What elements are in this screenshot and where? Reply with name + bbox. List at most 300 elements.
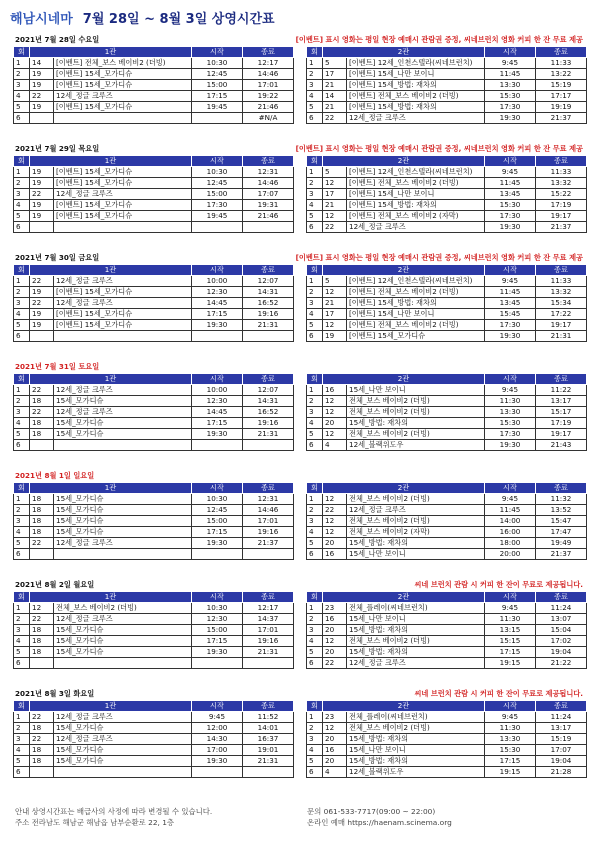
movie-code: 17 — [323, 69, 347, 80]
showing-no: 2 — [307, 505, 323, 516]
event-notice: [이벤트] 표시 영화는 평일 현장 예매시 관람권 증정, 씨네브런치 영화 커피 한 잔 무료 제공 — [295, 35, 583, 44]
start-time: 12:00 — [192, 723, 243, 734]
end-time: 21:46 — [243, 102, 294, 113]
movie-title: [이벤트] 15세_모가디슈 — [54, 309, 192, 320]
footer — [15, 806, 585, 828]
table-row — [307, 385, 587, 396]
movie-title: 12세_블랙위도우 — [347, 440, 485, 451]
end-time: 11:24 — [536, 712, 587, 723]
end-time: 11:33 — [536, 167, 587, 178]
movie-title: [이벤트] 15세_나만 보이니 — [347, 189, 485, 200]
showing-no: 2 — [307, 287, 323, 298]
movie-code: 5 — [323, 167, 347, 178]
showing-no: 4 — [307, 527, 323, 538]
start-time: 11:45 — [485, 505, 536, 516]
showing-no: 5 — [307, 211, 323, 222]
movie-title: 15세_모가디슈 — [54, 723, 192, 734]
start-time: 15:45 — [485, 309, 536, 320]
movie-code: 19 — [30, 309, 54, 320]
movie-title: [이벤트] 15세_모가디슈 — [54, 102, 192, 113]
col-header-no: 회 — [14, 483, 30, 494]
showing-no: 1 — [307, 712, 323, 723]
movie-code: 19 — [30, 287, 54, 298]
movie-title: 12세_정글 크루즈 — [54, 189, 192, 200]
showing-no: 5 — [307, 429, 323, 440]
table-row — [14, 723, 294, 734]
movie-code: 18 — [30, 429, 54, 440]
showing-no: 1 — [14, 167, 30, 178]
movie-title: 12세_정글 크루즈 — [347, 113, 485, 124]
movie-code: 18 — [30, 494, 54, 505]
table-row — [14, 756, 294, 767]
start-time: 17:15 — [485, 647, 536, 658]
table-row — [307, 80, 587, 91]
table-row — [307, 712, 587, 723]
table-row — [14, 494, 294, 505]
table-row — [14, 331, 294, 342]
col-header-start: 시작 — [192, 265, 243, 276]
table-row — [14, 222, 294, 233]
end-time: 19:01 — [243, 745, 294, 756]
end-time: 19:04 — [536, 756, 587, 767]
movie-title: 15세_모가디슈 — [54, 756, 192, 767]
event-notice: [이벤트] 표시 영화는 평일 현장 예매시 관람권 증정, 씨네브런치 영화 커피 한 잔 무료 제공 — [295, 253, 583, 262]
movie-title: 15세_방법: 재차의 — [347, 538, 485, 549]
table-row — [307, 658, 587, 669]
start-time: 17:00 — [192, 745, 243, 756]
movie-code: 22 — [30, 712, 54, 723]
end-time: 17:01 — [243, 80, 294, 91]
start-time: 19:15 — [485, 658, 536, 669]
table-row — [307, 189, 587, 200]
table-row — [14, 658, 294, 669]
start-time: 17:15 — [192, 418, 243, 429]
table-row — [307, 167, 587, 178]
end-time: 21:31 — [243, 756, 294, 767]
table-row — [307, 113, 587, 124]
start-time: 19:30 — [192, 538, 243, 549]
event-notice: 씨네 브런치 관람 시 커피 한 잔이 무료로 제공됩니다. — [414, 580, 583, 589]
end-time: 11:32 — [536, 494, 587, 505]
movie-title: [이벤트] 15세_모가디슈 — [54, 287, 192, 298]
movie-title: [이벤트] 전체_보스 베이비2 (더빙) — [347, 287, 485, 298]
end-time: 15:19 — [536, 80, 587, 91]
movie-title: 15세_모가디슈 — [54, 494, 192, 505]
movie-title: 12세_정글 크루즈 — [54, 407, 192, 418]
end-time: 19:17 — [536, 320, 587, 331]
day-schedule — [13, 143, 587, 233]
col-header-no: 회 — [307, 592, 323, 603]
movie-code: 18 — [30, 396, 54, 407]
start-time: 20:00 — [485, 549, 536, 560]
end-time: 15:04 — [536, 625, 587, 636]
movie-code: 14 — [323, 91, 347, 102]
movie-title: [이벤트] 12세_인천스텔라(씨네브런치) — [347, 276, 485, 287]
movie-code: 19 — [30, 69, 54, 80]
movie-code: 5 — [323, 276, 347, 287]
start-time: 17:30 — [485, 102, 536, 113]
table-row — [307, 723, 587, 734]
table-row — [14, 309, 294, 320]
movie-code: 12 — [323, 429, 347, 440]
movie-title: 12세_정글 크루즈 — [54, 298, 192, 309]
movie-code: 19 — [30, 102, 54, 113]
showing-no: 2 — [307, 69, 323, 80]
movie-title — [54, 331, 192, 342]
movie-title: 15세_모가디슈 — [54, 396, 192, 407]
end-time: 17:47 — [536, 527, 587, 538]
movie-title: [이벤트] 전체_보스 베이비2 (더빙) — [347, 91, 485, 102]
showing-no: 1 — [307, 603, 323, 614]
table-row — [14, 102, 294, 113]
movie-code: 4 — [323, 440, 347, 451]
table-row — [307, 200, 587, 211]
movie-code: 12 — [323, 178, 347, 189]
start-time: 17:30 — [485, 320, 536, 331]
end-time: 14:37 — [243, 614, 294, 625]
day-header — [13, 143, 587, 155]
end-time: 12:07 — [243, 276, 294, 287]
movie-title: 15세_모가디슈 — [54, 516, 192, 527]
movie-code: 22 — [30, 538, 54, 549]
showing-no: 5 — [307, 320, 323, 331]
start-time: 17:30 — [485, 211, 536, 222]
movie-code: 22 — [323, 505, 347, 516]
end-time: 14:46 — [243, 178, 294, 189]
movie-code: 21 — [323, 298, 347, 309]
table-row — [307, 178, 587, 189]
movie-code: 19 — [30, 200, 54, 211]
end-time — [243, 658, 294, 669]
movie-title: [이벤트] 15세_모가디슈 — [54, 80, 192, 91]
start-time: 10:30 — [192, 167, 243, 178]
movie-title: 15세_나만 보이니 — [347, 385, 485, 396]
movie-code: 20 — [323, 418, 347, 429]
start-time — [192, 658, 243, 669]
end-time: 14:31 — [243, 287, 294, 298]
showing-no: 6 — [14, 331, 30, 342]
event-notice: [이벤트] 표시 영화는 평일 현장 예매시 관람권 증정, 씨네브런치 영화 커피 한 잔 무료 제공 — [295, 144, 583, 153]
showing-no: 1 — [14, 712, 30, 723]
movie-code — [30, 331, 54, 342]
table-row — [307, 494, 587, 505]
movie-title: 15세_나만 보이니 — [347, 549, 485, 560]
col-header-start: 시작 — [485, 701, 536, 712]
col-header-screen: 2관 — [323, 592, 485, 603]
col-header-screen: 1관 — [30, 592, 192, 603]
table-row — [14, 647, 294, 658]
end-time: 19:16 — [243, 636, 294, 647]
col-header-start: 시작 — [192, 483, 243, 494]
table-row — [14, 113, 294, 124]
table-row — [14, 603, 294, 614]
movie-title: 전체_보스 베이비2 (더빙) — [347, 429, 485, 440]
movie-title: 12세_정글 크루즈 — [54, 91, 192, 102]
table-row — [14, 527, 294, 538]
end-time: 12:17 — [243, 603, 294, 614]
showing-no: 2 — [307, 396, 323, 407]
start-time: 9:45 — [485, 58, 536, 69]
end-time: 16:37 — [243, 734, 294, 745]
start-time: 13:15 — [485, 625, 536, 636]
showing-no: 3 — [307, 516, 323, 527]
table-row — [307, 440, 587, 451]
end-time: 15:19 — [536, 734, 587, 745]
movie-code: 22 — [30, 276, 54, 287]
col-header-end: 종료 — [536, 47, 587, 58]
screen-1-table — [13, 482, 294, 560]
end-time: 17:19 — [536, 418, 587, 429]
start-time: 12:45 — [192, 505, 243, 516]
showing-no: 4 — [14, 91, 30, 102]
end-time: 19:31 — [243, 200, 294, 211]
movie-code: 19 — [30, 167, 54, 178]
end-time: 15:34 — [536, 298, 587, 309]
movie-code: 22 — [30, 298, 54, 309]
day-schedule — [13, 579, 587, 669]
col-header-end: 종료 — [243, 483, 294, 494]
col-header-screen: 2관 — [323, 47, 485, 58]
table-row — [14, 734, 294, 745]
showing-no: 3 — [14, 189, 30, 200]
movie-code: 5 — [323, 58, 347, 69]
showing-no: 2 — [14, 614, 30, 625]
movie-code — [30, 222, 54, 233]
showing-no: 2 — [14, 723, 30, 734]
screen-2-table — [306, 373, 587, 451]
showing-no: 1 — [14, 603, 30, 614]
table-row — [14, 320, 294, 331]
col-header-screen: 2관 — [323, 483, 485, 494]
screen-1-table — [13, 264, 294, 342]
movie-code: 18 — [30, 625, 54, 636]
start-time: 15:30 — [485, 745, 536, 756]
screen-1-table — [13, 591, 294, 669]
showing-no: 3 — [14, 734, 30, 745]
showing-no: 2 — [14, 287, 30, 298]
day-date: 2021년 7월 28일 수요일 — [15, 35, 100, 44]
table-row — [14, 505, 294, 516]
end-time: 11:24 — [536, 603, 587, 614]
start-time: 11:45 — [485, 69, 536, 80]
movie-code: 20 — [323, 734, 347, 745]
col-header-screen: 1관 — [30, 47, 192, 58]
showing-no: 4 — [307, 418, 323, 429]
movie-code: 20 — [323, 625, 347, 636]
screen-2-table — [306, 482, 587, 560]
table-row — [14, 396, 294, 407]
showing-no: 1 — [307, 276, 323, 287]
movie-title: 전체_보스 베이비2 (자막) — [347, 527, 485, 538]
movie-title — [54, 658, 192, 669]
start-time: 10:00 — [192, 276, 243, 287]
table-row — [14, 614, 294, 625]
start-time: 12:45 — [192, 69, 243, 80]
col-header-start: 시작 — [485, 47, 536, 58]
movie-title: 15세_모가디슈 — [54, 418, 192, 429]
table-row — [14, 549, 294, 560]
col-header-end: 종료 — [536, 592, 587, 603]
movie-code: 21 — [323, 102, 347, 113]
movie-code: 22 — [323, 222, 347, 233]
showing-no: 5 — [307, 756, 323, 767]
end-time: 13:22 — [536, 69, 587, 80]
showing-no: 3 — [14, 516, 30, 527]
start-time — [192, 331, 243, 342]
start-time: 17:15 — [192, 309, 243, 320]
screen-2-table — [306, 700, 587, 778]
start-time: 12:30 — [192, 614, 243, 625]
table-row — [307, 58, 587, 69]
page-title — [10, 8, 275, 27]
movie-title: [이벤트] 15세_나만 보이니 — [347, 309, 485, 320]
table-row — [14, 418, 294, 429]
movie-code: 18 — [30, 636, 54, 647]
showing-no: 1 — [307, 494, 323, 505]
end-time: 12:17 — [243, 58, 294, 69]
start-time: 15:00 — [192, 516, 243, 527]
start-time: 11:45 — [485, 287, 536, 298]
col-header-screen: 1관 — [30, 265, 192, 276]
movie-title: 전체_보스 베이비2 (더빙) — [347, 396, 485, 407]
movie-code: 19 — [323, 331, 347, 342]
movie-code: 22 — [30, 91, 54, 102]
start-time: 18:00 — [485, 538, 536, 549]
table-row — [14, 429, 294, 440]
table-row — [307, 538, 587, 549]
day-header — [13, 361, 587, 373]
movie-title: [이벤트] 15세_방법: 재차의 — [347, 80, 485, 91]
movie-code: 12 — [323, 211, 347, 222]
start-time: 9:45 — [485, 385, 536, 396]
end-time: 19:16 — [243, 527, 294, 538]
movie-title: [이벤트] 15세_나만 보이니 — [347, 69, 485, 80]
movie-title: [이벤트] 15세_모가디슈 — [54, 320, 192, 331]
start-time: 17:15 — [192, 527, 243, 538]
end-time: 11:33 — [536, 276, 587, 287]
col-header-end: 종료 — [536, 483, 587, 494]
movie-title: [이벤트] 15세_방법: 재차의 — [347, 200, 485, 211]
movie-code: 12 — [323, 636, 347, 647]
movie-code: 19 — [30, 80, 54, 91]
movie-code — [30, 658, 54, 669]
movie-title: [이벤트] 12세_인천스텔라(씨네브런치) — [347, 58, 485, 69]
table-row — [307, 756, 587, 767]
start-time: 19:30 — [485, 113, 536, 124]
col-header-no: 회 — [307, 483, 323, 494]
table-row — [14, 276, 294, 287]
start-time: 11:30 — [485, 396, 536, 407]
day-header — [13, 688, 587, 700]
start-time: 15:30 — [485, 418, 536, 429]
movie-title: 전체_보스 베이비2 (더빙) — [347, 516, 485, 527]
movie-code: 18 — [30, 527, 54, 538]
table-row — [307, 91, 587, 102]
movie-code: 12 — [323, 723, 347, 734]
movie-title: 12세_정글 크루즈 — [54, 276, 192, 287]
col-header-start: 시작 — [192, 701, 243, 712]
start-time: 17:15 — [192, 636, 243, 647]
footer-phone: 문의 061-533-7717(09:00 ~ 22:00) — [307, 807, 436, 816]
end-time: 21:37 — [536, 222, 587, 233]
movie-title: 15세_모가디슈 — [54, 625, 192, 636]
end-time: 21:37 — [243, 538, 294, 549]
movie-code: 20 — [323, 647, 347, 658]
col-header-screen: 1관 — [30, 156, 192, 167]
movie-code: 12 — [323, 527, 347, 538]
movie-title: 15세_방법: 재차의 — [347, 756, 485, 767]
movie-code: 17 — [323, 309, 347, 320]
table-row — [14, 767, 294, 778]
end-time: 14:01 — [243, 723, 294, 734]
start-time: 13:30 — [485, 407, 536, 418]
movie-title: [이벤트] 15세_모가디슈 — [54, 200, 192, 211]
movie-code: 22 — [30, 189, 54, 200]
col-header-start: 시작 — [192, 592, 243, 603]
col-header-end: 종료 — [536, 265, 587, 276]
start-time: 19:30 — [192, 647, 243, 658]
movie-title: 전체_플레이(씨네브런치) — [347, 712, 485, 723]
movie-code — [30, 440, 54, 451]
day-date: 2021년 7월 31일 토요일 — [15, 362, 100, 371]
showing-no: 2 — [14, 505, 30, 516]
day-schedule — [13, 252, 587, 342]
start-time: 13:30 — [485, 734, 536, 745]
movie-code: 16 — [323, 549, 347, 560]
movie-title: [이벤트] 15세_모가디슈 — [54, 211, 192, 222]
movie-title: 전체_보스 베이비2 (더빙) — [54, 603, 192, 614]
table-row — [14, 298, 294, 309]
end-time: 13:17 — [536, 396, 587, 407]
movie-code: 18 — [30, 745, 54, 756]
showing-no: 4 — [14, 200, 30, 211]
col-header-screen: 2관 — [323, 265, 485, 276]
day-date: 2021년 8월 2일 월요일 — [15, 580, 95, 589]
end-time: 11:52 — [243, 712, 294, 723]
screen-2-table — [306, 155, 587, 233]
movie-code: 4 — [323, 767, 347, 778]
movie-title: 15세_방법: 재차의 — [347, 647, 485, 658]
movie-code: 18 — [30, 756, 54, 767]
showing-no: 1 — [307, 385, 323, 396]
screen-2-table — [306, 46, 587, 124]
footer-online-booking: 온라인 예매 https://haenam.scinema.org — [307, 818, 452, 827]
end-time: 17:19 — [536, 200, 587, 211]
table-row — [14, 385, 294, 396]
end-time: 15:47 — [536, 516, 587, 527]
end-time: 17:07 — [243, 189, 294, 200]
table-row — [307, 734, 587, 745]
end-time: 21:37 — [536, 113, 587, 124]
day-schedule — [13, 34, 587, 124]
start-time: 15:00 — [192, 625, 243, 636]
start-time: 17:15 — [485, 756, 536, 767]
end-time: 16:52 — [243, 298, 294, 309]
table-row — [14, 538, 294, 549]
movie-code: 12 — [323, 287, 347, 298]
end-time: 19:16 — [243, 418, 294, 429]
end-time: 12:31 — [243, 167, 294, 178]
col-header-end: 종료 — [243, 374, 294, 385]
movie-title: 전체_보스 베이비2 (더빙) — [347, 494, 485, 505]
movie-code: 18 — [30, 647, 54, 658]
showing-no: 3 — [14, 80, 30, 91]
start-time — [192, 113, 243, 124]
showing-no: 6 — [14, 222, 30, 233]
start-time: 17:15 — [192, 91, 243, 102]
table-row — [307, 516, 587, 527]
showing-no: 4 — [14, 745, 30, 756]
